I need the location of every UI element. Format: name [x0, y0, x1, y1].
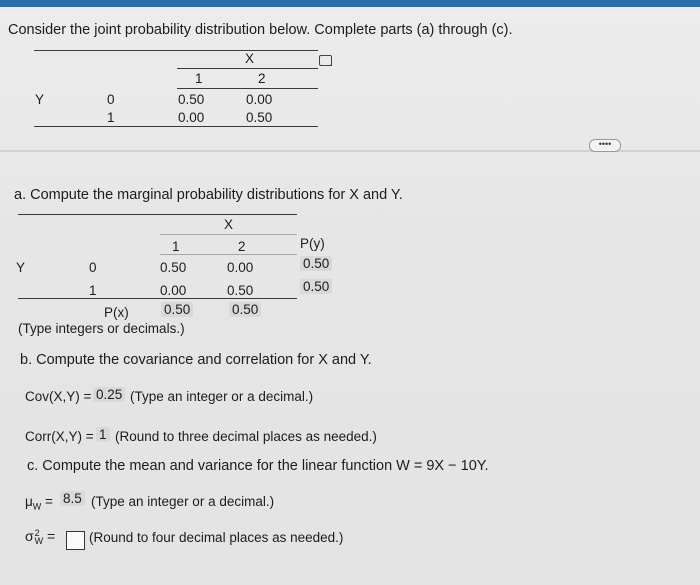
sigma-symbol: σ: [25, 528, 34, 544]
marginal-cell-0-2: 0.00: [227, 260, 254, 275]
marginal-x-values-rule: [160, 254, 297, 255]
part-a-prompt: a. Compute the marginal probability distributions for X and Y.: [14, 187, 403, 203]
marginal-x-value-2: 2: [238, 239, 246, 254]
px-value-2[interactable]: 0.50: [229, 302, 261, 317]
copy-icon[interactable]: [319, 55, 332, 66]
mu-subscript: W: [32, 501, 42, 512]
marginal-x-header-rule: [160, 234, 297, 235]
py-value-0[interactable]: 0.50: [300, 256, 332, 271]
correlation-answer[interactable]: 1: [96, 427, 110, 442]
mean-hint: (Type an integer or a decimal.): [91, 494, 275, 509]
x-value-2: 2: [258, 71, 266, 86]
py-value-1[interactable]: 0.50: [300, 279, 332, 294]
part-a-hint: (Type integers or decimals.): [18, 321, 185, 336]
marginal-cell-0-1: 0.50: [160, 260, 187, 275]
mu-equals: =: [45, 494, 53, 509]
y-value-1: 1: [107, 110, 115, 125]
mu-symbol: μ: [25, 494, 33, 509]
marginal-top-rule: [18, 214, 297, 215]
x-header-rule: [177, 68, 318, 69]
px-value-1[interactable]: 0.50: [161, 302, 193, 317]
table-bottom-rule: [34, 126, 318, 127]
variance-equals: =: [47, 528, 56, 544]
x-value-1: 1: [195, 71, 203, 86]
part-b-prompt: b. Compute the covariance and correlation for X and Y.: [20, 352, 372, 368]
covariance-answer[interactable]: 0.25: [93, 387, 125, 402]
y-header: Y: [35, 92, 45, 107]
cell-0-1: 0.50: [178, 92, 205, 107]
marginal-py-rule: [18, 298, 297, 299]
cell-0-2: 0.00: [246, 92, 273, 107]
question-prompt: Consider the joint probability distribution below. Complete parts (a) through (c).: [8, 22, 513, 38]
variance-input[interactable]: [66, 531, 85, 550]
covariance-hint: (Type an integer or a decimal.): [130, 389, 314, 404]
top-accent-bar: [0, 0, 700, 7]
variance-hint: (Round to four decimal places as needed.): [89, 530, 344, 545]
marginal-y-value-0: 0: [89, 260, 97, 275]
variance-label: [25, 528, 55, 545]
cell-1-1: 0.00: [178, 110, 205, 125]
marginal-y-header: Y: [16, 260, 26, 275]
py-header: P(y): [300, 236, 325, 251]
marginal-cell-1-2: 0.50: [227, 283, 254, 298]
table-top-rule: [34, 50, 318, 51]
marginal-x-value-1: 1: [172, 239, 180, 254]
correlation-hint: (Round to three decimal places as needed.): [115, 429, 377, 444]
marginal-x-header: X: [224, 217, 234, 232]
correlation-label: Corr(X,Y) =: [25, 429, 94, 444]
y-value-0: 0: [107, 92, 115, 107]
mean-label: [25, 494, 53, 512]
covariance-label: Cov(X,Y) =: [25, 389, 92, 404]
marginal-y-value-1: 1: [89, 283, 97, 298]
sigma-subscript: W: [34, 536, 44, 547]
part-c-prompt: c. Compute the mean and variance for the linear function W = 9X − 10Y.: [27, 458, 489, 474]
cell-1-2: 0.50: [246, 110, 273, 125]
more-button[interactable]: ••••: [589, 139, 621, 152]
x-values-rule: [177, 88, 318, 89]
marginal-cell-1-1: 0.00: [160, 283, 187, 298]
x-header: X: [245, 51, 255, 66]
px-label: P(x): [104, 305, 129, 320]
sigma-superscript: 2: [34, 528, 40, 539]
mean-answer[interactable]: 8.5: [60, 491, 85, 506]
